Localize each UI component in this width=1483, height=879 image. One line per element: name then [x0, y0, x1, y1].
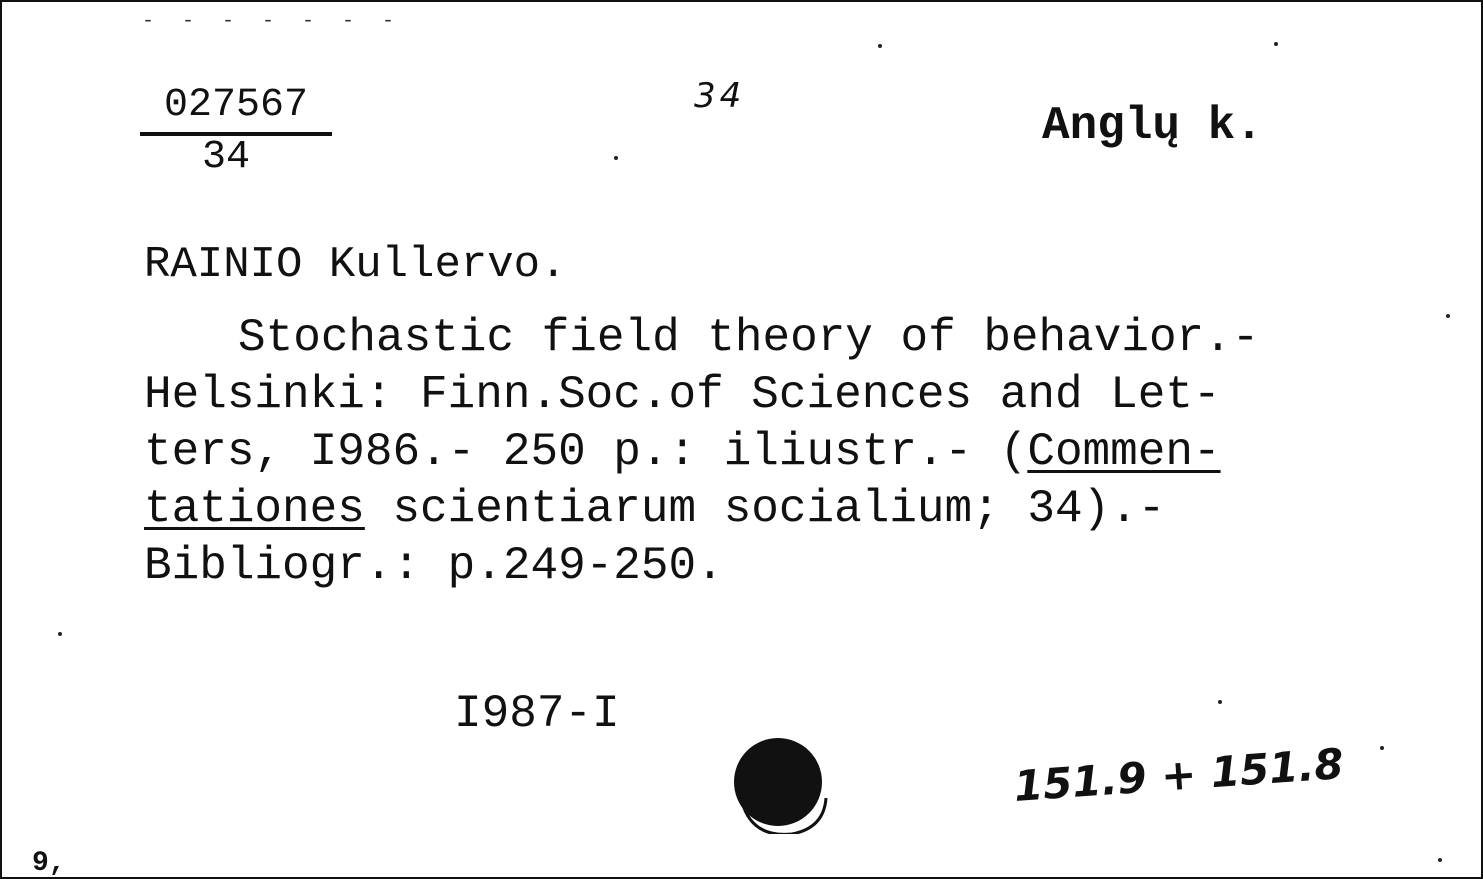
speck-mark — [1274, 42, 1278, 46]
speck-mark — [1218, 700, 1222, 704]
speck-mark — [1438, 858, 1442, 862]
punch-hole-icon — [732, 738, 828, 834]
call-number-bottom: 34 — [202, 135, 251, 180]
call-number — [140, 82, 332, 180]
series-title-underlined: tationes — [144, 483, 365, 535]
top-dashes-decoration: - - - - - - - — [142, 10, 403, 33]
speck-mark — [1380, 746, 1384, 750]
speck-mark — [58, 632, 62, 636]
call-number-top: 027567 — [140, 82, 332, 136]
author-heading: RAINIO Kullervo. — [144, 240, 567, 290]
description-fragment: scientiarum socialium; 34).- — [364, 483, 1166, 535]
corner-mark: 9, — [32, 848, 66, 879]
bibliographic-description — [144, 310, 1384, 595]
description-line: Stochastic field theory of behavior.- — [238, 312, 1260, 364]
handwritten-classification: 151.9 + 151.8 — [1012, 739, 1346, 811]
description-fragment: ters, I986.- 250 p.: iliustr.- ( — [144, 426, 1028, 478]
speck-mark — [878, 44, 882, 48]
speck-mark — [614, 156, 618, 160]
description-line — [144, 424, 1384, 481]
accession-number: I987-I — [454, 688, 620, 740]
speck-mark — [1446, 314, 1450, 318]
description-line: Bibliogr.: p.249-250. — [144, 540, 724, 592]
handwritten-shelf-number: 34 — [694, 76, 746, 116]
description-line — [144, 481, 1384, 538]
language-label: Anglų k. — [1042, 100, 1263, 152]
series-title-underlined: Commen- — [1027, 426, 1221, 478]
description-line: Helsinki: Finn.Soc.of Sciences and Let- — [144, 369, 1221, 421]
